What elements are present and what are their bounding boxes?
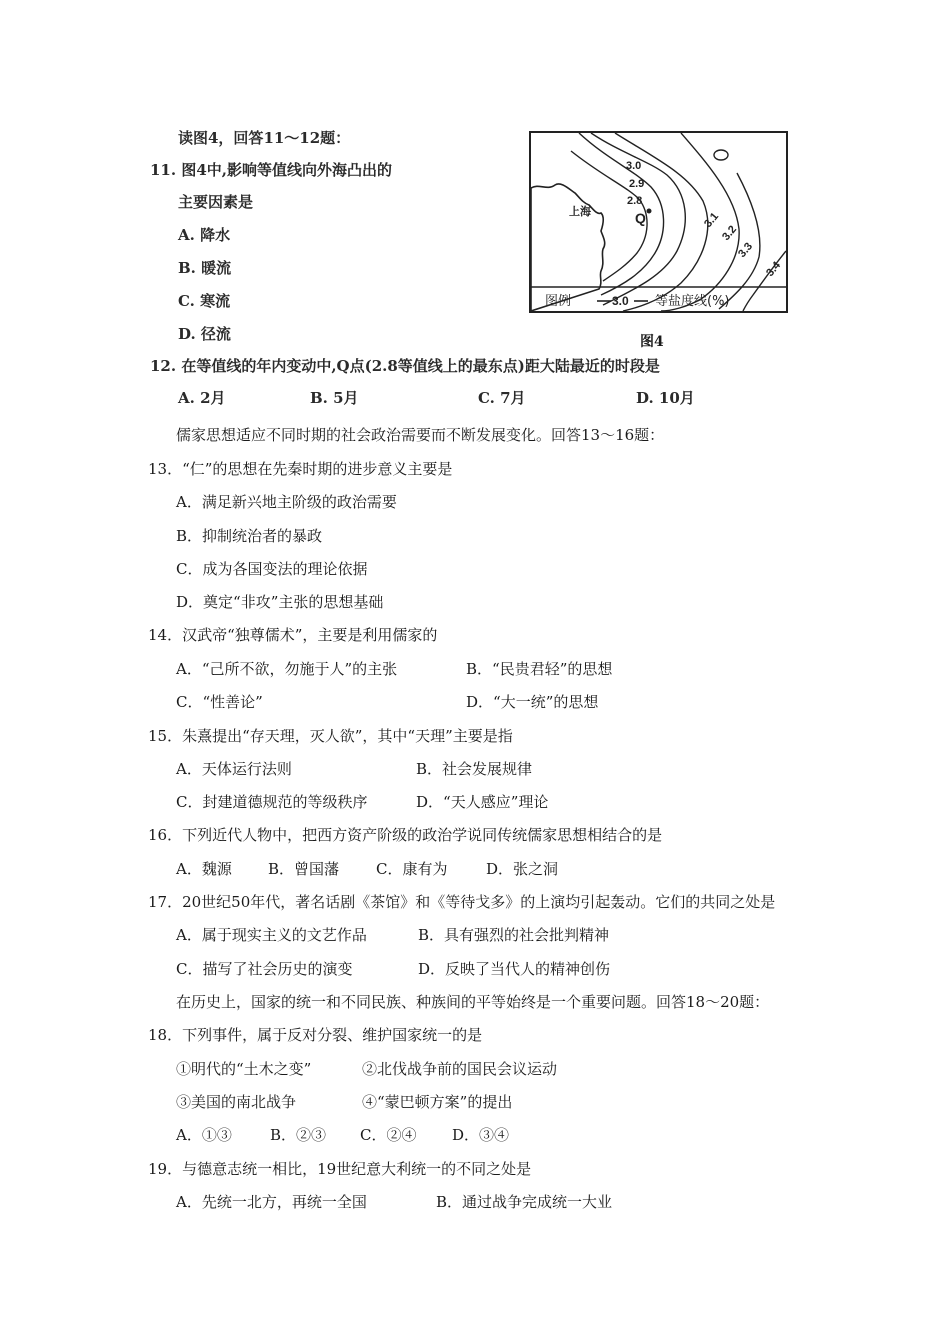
q19-option-a[interactable]: A．先统一北方，再统一全国 [176,1193,367,1211]
q14-option-c[interactable]: C．“性善论” [176,693,263,711]
q19-option-b[interactable]: B．通过战争完成统一大业 [436,1193,613,1211]
q17-option-d[interactable]: D．反映了当代人的精神创伤 [418,960,611,978]
q11-option-c[interactable]: C. 寒流 [178,292,231,310]
q13-option-a[interactable]: A．满足新兴地主阶级的政治需要 [176,493,397,511]
q18-option-c[interactable]: C．②④ [360,1126,417,1144]
q12-option-a[interactable]: A. 2月 [178,389,226,407]
q13-option-b[interactable]: B．抑制统治者的暴政 [176,527,323,545]
q13-option-c[interactable]: C．成为各国变法的理论依据 [176,560,368,578]
q14-option-a[interactable]: A．“己所不欲，勿施于人”的主张 [176,660,398,678]
q15-option-a[interactable]: A．天体运行法则 [176,760,292,778]
q11-option-b[interactable]: B. 暖流 [178,259,232,277]
q13-stem: 13．“仁”的思想在先秦时期的进步意义主要是 [148,460,453,478]
contour-line-3.4 [743,251,786,311]
q18-item-3: ③美国的南北战争 [176,1093,297,1111]
q16-option-d[interactable]: D．张之洞 [486,860,559,878]
figure-caption: 图4 [640,334,664,350]
q14-option-d[interactable]: D．“大一统”的思想 [466,693,599,711]
legend-title: 图例 [545,294,572,309]
q16-stem: 16．下列近代人物中，把西方资产阶级的政治学说同传统儒家思想相结合的是 [148,826,663,844]
contour-label-2.8: 2.8 [627,195,643,207]
q15-option-d[interactable]: D．“天人感应”理论 [416,793,549,811]
q15-option-b[interactable]: B．社会发展规律 [416,760,533,778]
q17-option-a[interactable]: A．属于现实主义的文艺作品 [176,926,367,944]
q15-option-c[interactable]: C．封建道德规范的等级秩序 [176,793,368,811]
contour-label-2.9: 2.9 [629,178,645,190]
island-mark [714,150,728,160]
q12-stem: 12. 在等值线的年内变动中,Q点(2.8等值线上的最东点)距大陆最近的时段是 [150,357,660,375]
q18-option-d[interactable]: D．③④ [452,1126,510,1144]
q11-option-a[interactable]: A. 降水 [178,226,231,244]
q13-option-d[interactable]: D．奠定“非攻”主张的思想基础 [176,593,384,611]
q18-item-2: ②北伐战争前的国民会议运动 [362,1060,558,1078]
q11-stem: 11. 图4中,影响等值线向外海凸出的 [150,161,392,179]
q19-stem: 19．与德意志统一相比，19世纪意大利统一的不同之处是 [148,1160,532,1178]
contour-line-3.3 [719,173,760,309]
contour-label-3.4: 3.4 [764,259,784,279]
q15-stem: 15．朱熹提出“存天理，灭人欲”，其中“天理”主要是指 [148,727,513,745]
section2-intro: 儒家思想适应不同时期的社会政治需要而不断发展变化。回答13～16题： [176,426,665,444]
q16-option-a[interactable]: A．魏源 [176,860,232,878]
q14-option-b[interactable]: B．“民贵君轻”的思想 [466,660,613,678]
q17-option-c[interactable]: C．描写了社会历史的演变 [176,960,353,978]
q18-item-4: ④“蒙巴顿方案”的提出 [362,1093,513,1111]
contour-line-2.9 [579,133,664,295]
q11-option-d[interactable]: D. 径流 [178,325,231,343]
contour-label-3.0: 3.0 [626,160,642,172]
q18-item-1: ①明代的“土木之变” [176,1060,312,1078]
q18-option-a[interactable]: A．①③ [176,1126,232,1144]
q16-option-c[interactable]: C．康有为 [376,860,448,878]
contour-line-3.2 [661,133,739,311]
q17-stem: 17．20世纪50年代，著名话剧《茶馆》和《等待戈多》的上演均引起轰动。它们的共同之处是 [148,893,776,911]
contour-label-3.1: 3.1 [702,210,722,230]
q12-option-c[interactable]: C. 7月 [478,389,526,407]
coastline [531,184,605,311]
point-q-label: Q [635,210,646,226]
contour-label-3.2: 3.2 [720,223,740,243]
salinity-map [531,133,786,311]
point-q-mark [647,209,652,214]
q14-stem: 14．汉武帝“独尊儒术”，主要是利用儒家的 [148,626,438,644]
q16-option-b[interactable]: B．曾国藩 [268,860,340,878]
q18-stem: 18．下列事件，属于反对分裂、维护国家统一的是 [148,1026,483,1044]
legend-sample: 3.0 [612,294,629,308]
contour-label-3.3: 3.3 [736,240,756,260]
q18-option-b[interactable]: B．②③ [270,1126,327,1144]
figure-4-map [529,131,788,313]
q17-option-b[interactable]: B．具有强烈的社会批判精神 [418,926,610,944]
q11-stem-cont: 主要因素是 [178,193,254,211]
legend-text: 等盐度线(%) [655,294,730,309]
city-label-shanghai: 上海 [569,205,591,218]
q12-option-b[interactable]: B. 5月 [310,389,359,407]
section3-intro: 在历史上，国家的统一和不同民族、种族间的平等始终是一个重要问题。回答18～20题： [176,993,770,1011]
section1-intro: 读图4，回答11～12题： [178,129,351,147]
q12-option-d[interactable]: D. 10月 [636,389,695,407]
